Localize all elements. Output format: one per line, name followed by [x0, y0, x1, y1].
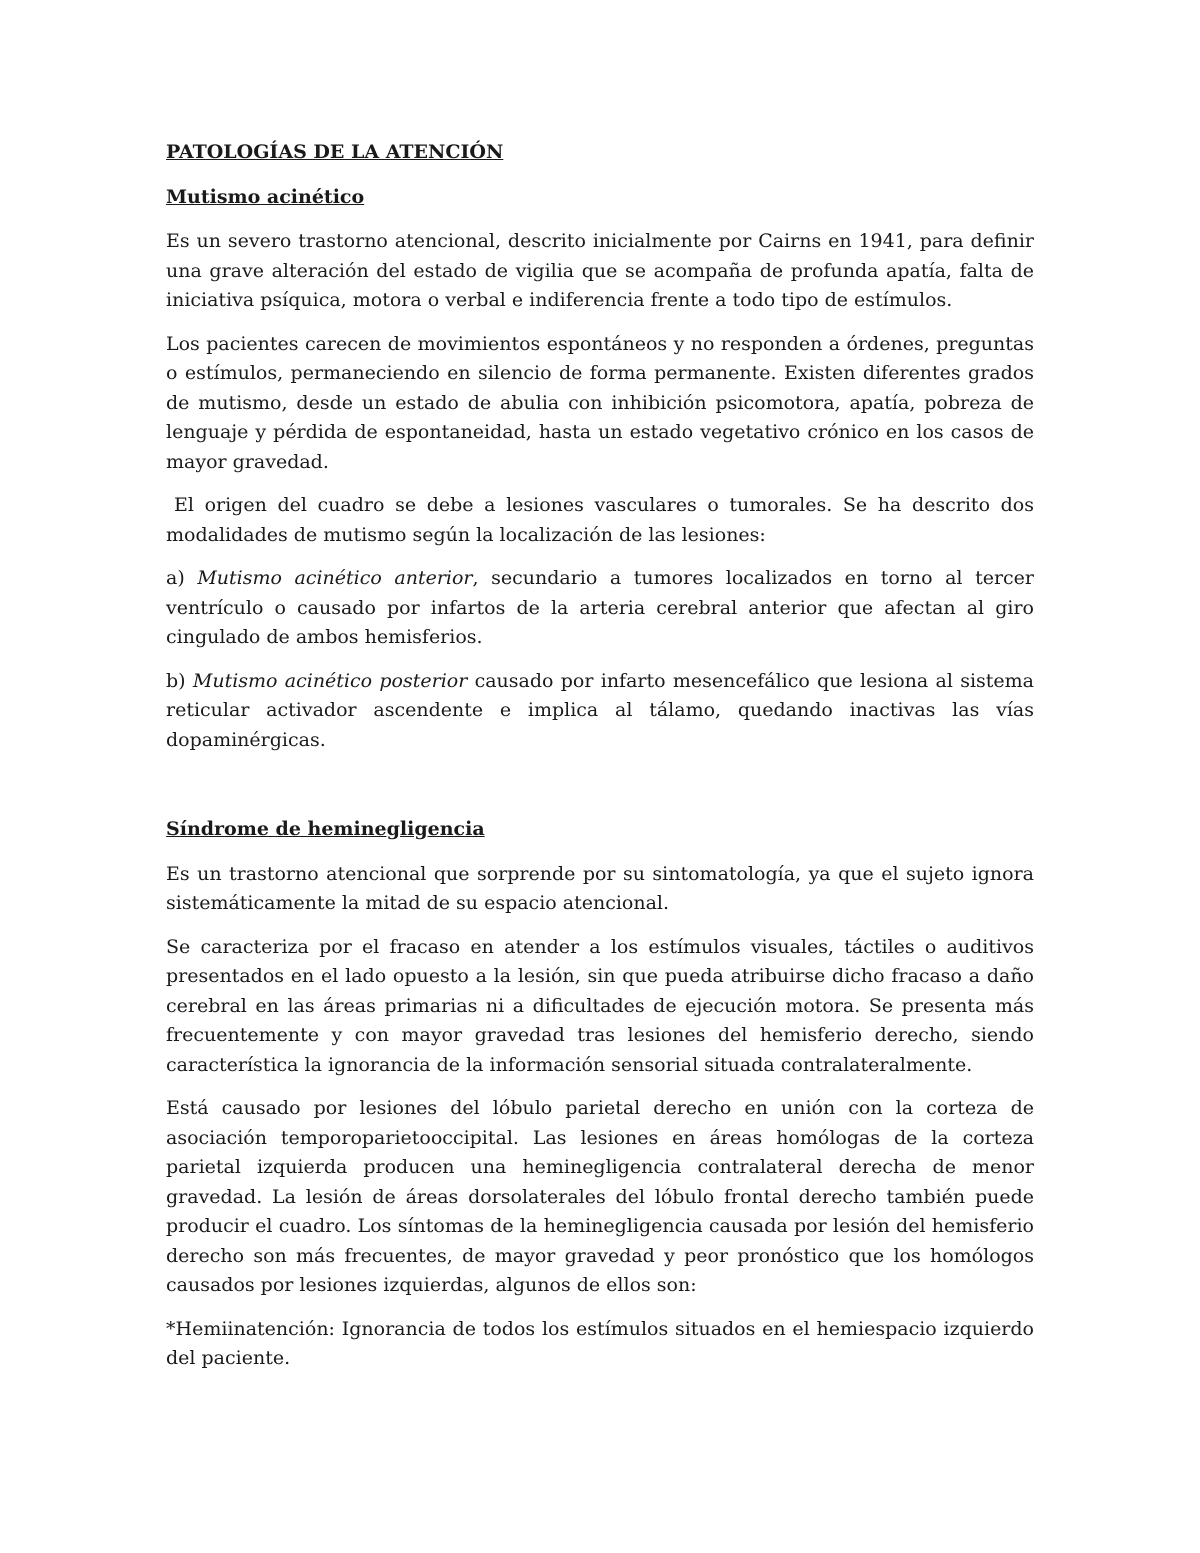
paragraph-text: , secundario a tumores localizados en torno al tercer ventrículo o causado por infartos de la arteria cerebral anterior que afectan al giro cingulado de ambos hemisferios. [166, 567, 1035, 648]
paragraph-posterior [166, 667, 1034, 756]
blank-space [166, 769, 1034, 815]
paragraph-anterior [166, 564, 1034, 653]
paragraph: Los pacientes carecen de movimientos espontáneos y no responden a órdenes, preguntas o estímulos, permaneciendo en silencio de forma permanente. Existen diferentes grados de mutismo, desde un estado de abulia con inhibición psicomotora, apatía, pobreza de lenguaje y pérdida de espontaneidad, hasta un estado vegetativo crónico en los casos de mayor gravedad. [166, 332, 1034, 473]
document-title: PATOLOGÍAS DE LA ATENCIÓN [166, 141, 504, 163]
paragraph: Se caracteriza por el fracaso en atender a los estímulos visuales, táctiles o auditivos presentados en el lado opuesto a la lesión, sin que pueda atribuirse dicho fracaso a daño cerebral en las áreas primarias ni a dificultades de ejecución motora. Se presenta más frecuentemente y con mayor gravedad tras lesiones del hemisferio derecho, siendo característica la ignorancia de la información sensorial situada contralateralmente. [166, 935, 1034, 1076]
paragraph: Es un severo trastorno atencional, descrito inicialmente por Cairns en 1941, para definir una grave alteración del estado de vigilia que se acompaña de profunda apatía, falta de iniciativa psíquica, motora o verbal e indiferencia frente a todo tipo de estímulos. [166, 230, 1034, 311]
paragraph: Está causado por lesiones del lóbulo parietal derecho en unión con la corteza de asociación temporoparietooccipital. Las lesiones en áreas homólogas de la corteza parietal izquierda producen una heminegligencia contralateral derecha de menor gravedad. La lesión de áreas dorsolaterales del lóbulo frontal derecho también puede producir el cuadro. Los síntomas de la heminegligencia causada por lesión del hemisferio derecho son más frecuentes, de mayor gravedad y peor pronóstico que los homólogos causados por lesiones izquierdas, algunos de ellos son: [166, 1097, 1034, 1296]
term-italic: Mutismo acinético anterior [197, 567, 473, 589]
paragraph: Es un trastorno atencional que sorprende por su sintomatología, ya que el sujeto ignora sistemáticamente la mitad de su espacio atencional. [166, 862, 1034, 914]
section-heading-mutismo: Mutismo acinético [166, 185, 365, 208]
section-heading-heminegligencia: Síndrome de heminegligencia [166, 818, 485, 840]
list-marker: b) [166, 669, 193, 692]
document-page [166, 138, 1034, 1388]
paragraph: *Hemiinatención: Ignorancia de todos los estímulos situados en el hemiespacio izquierdo del paciente. [166, 1317, 1034, 1369]
paragraph-text: causado por infarto mesencefálico que lesiona al sistema reticular activador ascendente e implica al tálamo, quedando inactivas las vías dopaminérgicas. [166, 669, 1034, 751]
term-italic: Mutismo acinético posterior [192, 669, 468, 692]
paragraph: El origen del cuadro se debe a lesiones vasculares o tumorales. Se ha descrito dos modalidades de mutismo según la localización de las lesiones: [166, 494, 1034, 546]
list-marker: a) [166, 567, 198, 589]
